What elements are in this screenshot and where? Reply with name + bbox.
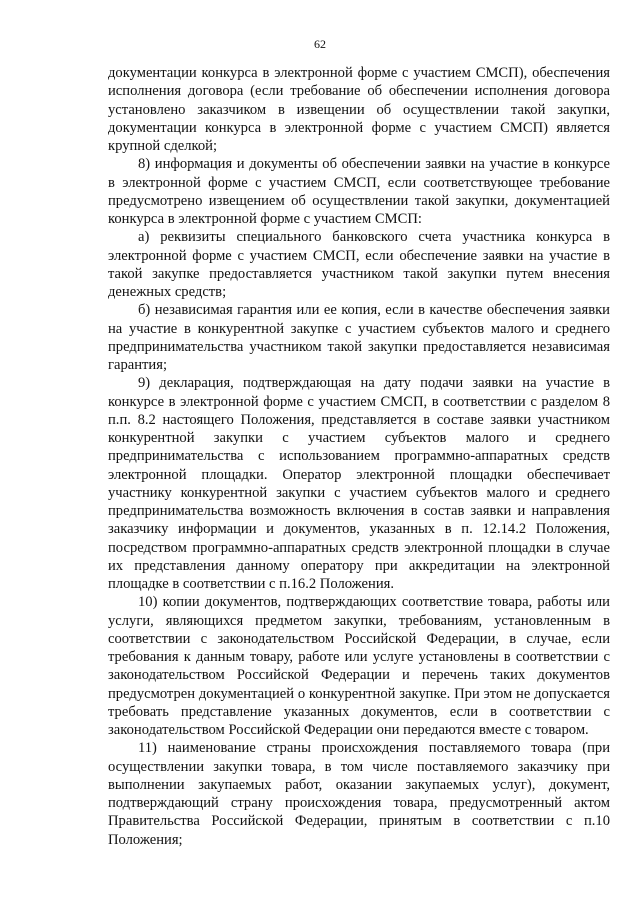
- paragraph-item-8b: б) независимая гарантия или ее копия, если в качестве обеспечения заявки на участие в конкурентной закупке с участием субъектов малого и среднего предпринимательства участником такой закупки предоставляется независимая гарантия;: [108, 302, 610, 373]
- document-body: [108, 64, 610, 849]
- paragraph-item-9: 9) декларация, подтверждающая на дату подачи заявки на участие в конкурсе в электронной форме с участием СМСП, в соответствии с разделом 8 п.п. 8.2 настоящего Положения, представляется в составе заявки участником конкурентной закупки с участием субъектов малого и среднего предпринимательства с использованием программно-аппаратных средств электронной площадки. Оператор электронной площадки обеспечивает участнику конкурентной закупки с участием субъектов малого и среднего предпринимательства возможность включения в состав заявки и направления заказчику информации и документов, указанных в п. 12.14.2 Положения, посредством программно-аппаратных средств электронной площадки в случае их представления данному оператору при аккредитации на электронной площадке в соответствии с п.16.2 Положения.: [108, 375, 610, 592]
- page-number: 62: [314, 37, 326, 51]
- paragraph-item-10: 10) копии документов, подтверждающих соответствие товара, работы или услуги, являющихся предметом закупки, требованиям, установленным в соответствии с законодательством Российской Федерации, в случае, если требования к данным товару, работе или услуге установлены в соответствии с законодательством Российской Федерации и перечень таких документов предусмотрен документацией о конкурентной закупке. При этом не допускается требовать представление указанных документов, если в соответствии с законодательством Российской Федерации они передаются вместе с товаром.: [108, 594, 610, 738]
- paragraph-item-8: 8) информация и документы об обеспечении заявки на участие в конкурсе в электронной форме с участием СМСП, если соответствующее требование предусмотрено извещением об осуществлении такой закупки, документацией конкурса в электронной форме с участием СМСП:: [108, 156, 610, 227]
- paragraph-item-8a: а) реквизиты специального банковского счета участника конкурса в электронной форме с участием СМСП, если обеспечение заявки на участие в такой закупке предоставляется участником такой закупки путем внесения денежных средств;: [108, 229, 610, 300]
- paragraph-continuation: документации конкурса в электронной форме с участием СМСП), обеспечения исполнения договора (если требование об обеспечении исполнения договора установлено заказчиком в извещении об осуществлении такой закупки, документации конкурса в электронной форме с участием СМСП) является крупной сделкой;: [108, 65, 610, 154]
- paragraph-item-11: 11) наименование страны происхождения поставляемого товара (при осуществлении закупки товара, в том числе поставляемого заказчику при выполнении закупаемых работ, оказании закупаемых услуг), документ, подтверждающий страну происхождения товара, предусмотренный актом Правительства Российской Федерации, принятым в соответствии с п.10 Положения;: [108, 740, 610, 848]
